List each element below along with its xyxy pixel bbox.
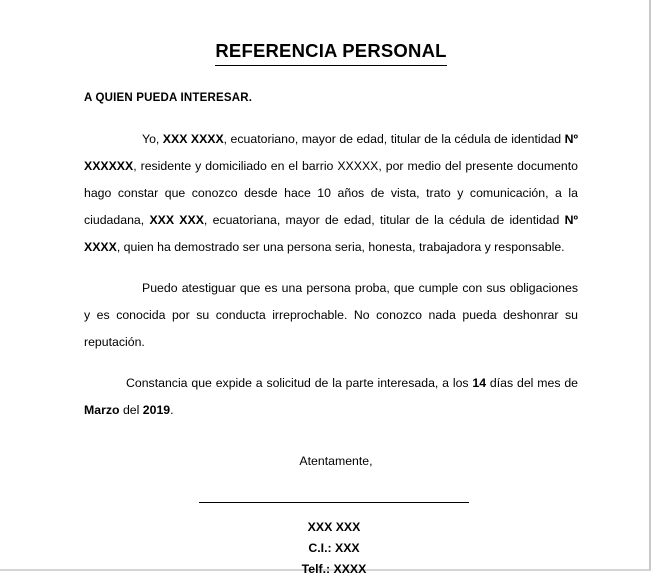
closing-line: Atentamente, xyxy=(299,454,373,468)
signer-name: XXX XXX xyxy=(307,520,361,534)
subject-name: XXX XXX xyxy=(149,213,204,227)
issue-month: Marzo xyxy=(84,403,120,417)
paragraph1-seg4: , ecuatoriana, mayor de edad, titular de la cédula de identidad xyxy=(203,213,565,227)
paragraph-issuance xyxy=(84,370,578,424)
document-title-underline xyxy=(215,40,446,66)
document-title-wrapper xyxy=(84,40,578,66)
addressee-line: A QUIEN PUEDA INTERESAR. xyxy=(84,92,253,104)
paragraph3-seg2: días del mes de xyxy=(486,376,578,390)
declarant-name: XXX XXXX xyxy=(162,132,224,146)
issue-day: 14 xyxy=(472,376,487,390)
signature-line xyxy=(199,502,469,503)
paragraph3-seg3: del xyxy=(119,403,143,417)
signature-line-wrapper xyxy=(84,490,578,508)
paragraph3-seg1: Constancia que expide a solicitud de la parte interesada, a los xyxy=(126,376,473,390)
paragraph1-seg3: , residente y domiciliado en el barrio XXXXX, por medio del presente documento hago constar que conozco desde hace 10 años de vista, trato y comunicación, a la ciudadana, xyxy=(84,159,578,227)
paragraph1-seg2: , ecuatoriano, mayor de edad, titular de la cédula de identidad xyxy=(223,132,565,146)
paragraph1-seg5: , quien ha demostrado ser una persona seria, honesta, trabajadora y responsable. xyxy=(116,240,565,254)
paragraph3-seg4: . xyxy=(170,403,174,417)
issue-year: 2019 xyxy=(142,403,171,417)
subject-id: Nº XXXX xyxy=(84,213,578,254)
paragraph-testimony: Puedo atestiguar que es una persona proba, que cumple con sus obligaciones y es conocida por su conducta irreprochable. No conozco nada pueda deshonrar su reputación. xyxy=(84,281,578,349)
declarant-id: Nº XXXXXX xyxy=(84,132,578,173)
signer-phone: Telf.: XXXX xyxy=(301,562,367,576)
signer-id: C.I.: XXX xyxy=(308,541,360,555)
page-title: REFERENCIA PERSONAL xyxy=(215,40,447,61)
paragraph1-seg1: Yo, xyxy=(142,132,163,146)
paragraph-declaration xyxy=(84,126,578,261)
